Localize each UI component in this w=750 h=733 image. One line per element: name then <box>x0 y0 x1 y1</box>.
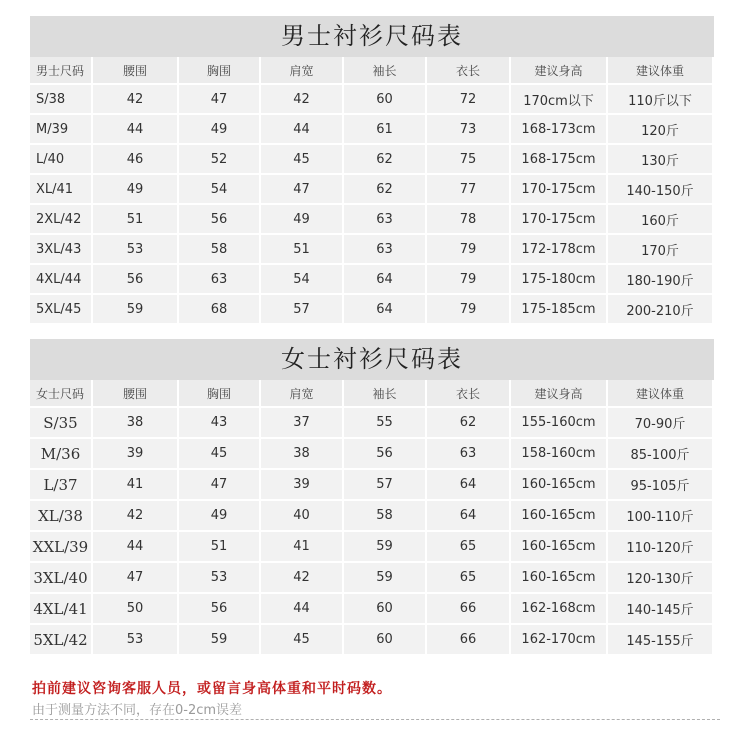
table-cell: 49 <box>261 205 344 235</box>
table-row <box>30 532 714 563</box>
table-cell: 53 <box>179 563 261 594</box>
table-cell: 170-175cm <box>511 175 608 205</box>
table-row <box>30 145 714 175</box>
men-header-row <box>30 57 714 85</box>
column-header: 腰围 <box>93 380 179 408</box>
women-table-body <box>30 408 714 656</box>
table-cell: 110斤以下 <box>608 85 714 115</box>
column-header: 建议体重 <box>608 57 714 85</box>
table-cell: 42 <box>93 85 179 115</box>
table-row <box>30 625 714 656</box>
table-row <box>30 470 714 501</box>
table-cell: 52 <box>179 145 261 175</box>
table-cell: 175-180cm <box>511 265 608 295</box>
dashed-divider <box>30 719 720 720</box>
size-cell: 5XL/45 <box>30 295 93 325</box>
table-cell: 65 <box>427 563 511 594</box>
table-cell: 42 <box>261 85 344 115</box>
table-row <box>30 85 714 115</box>
table-cell: 41 <box>93 470 179 501</box>
table-cell: 62 <box>344 175 427 205</box>
table-cell: 42 <box>93 501 179 532</box>
column-header: 胸围 <box>179 57 261 85</box>
table-cell: 54 <box>179 175 261 205</box>
women-table-title: 女士衬衫尺码表 <box>30 339 714 380</box>
table-cell: 85-100斤 <box>608 439 714 470</box>
table-cell: 44 <box>93 115 179 145</box>
table-cell: 180-190斤 <box>608 265 714 295</box>
table-cell: 58 <box>179 235 261 265</box>
table-cell: 60 <box>344 85 427 115</box>
table-cell: 47 <box>179 470 261 501</box>
size-cell: 4XL/41 <box>30 594 93 625</box>
size-cell: L/40 <box>30 145 93 175</box>
table-cell: 79 <box>427 295 511 325</box>
table-cell: 47 <box>179 85 261 115</box>
table-cell: 53 <box>93 235 179 265</box>
table-cell: 66 <box>427 594 511 625</box>
table-cell: 45 <box>261 625 344 656</box>
table-cell: 162-168cm <box>511 594 608 625</box>
size-cell: S/35 <box>30 408 93 439</box>
table-cell: 51 <box>93 205 179 235</box>
size-cell: 3XL/40 <box>30 563 93 594</box>
column-header: 袖长 <box>344 380 427 408</box>
table-cell: 160-165cm <box>511 563 608 594</box>
table-cell: 57 <box>344 470 427 501</box>
table-cell: 120斤 <box>608 115 714 145</box>
table-cell: 58 <box>344 501 427 532</box>
table-cell: 72 <box>427 85 511 115</box>
table-cell: 42 <box>261 563 344 594</box>
table-cell: 172-178cm <box>511 235 608 265</box>
table-cell: 78 <box>427 205 511 235</box>
table-row <box>30 501 714 532</box>
table-cell: 160-165cm <box>511 532 608 563</box>
table-cell: 51 <box>179 532 261 563</box>
table-cell: 70-90斤 <box>608 408 714 439</box>
table-cell: 37 <box>261 408 344 439</box>
table-cell: 140-150斤 <box>608 175 714 205</box>
table-row <box>30 408 714 439</box>
size-cell: XL/38 <box>30 501 93 532</box>
table-cell: 63 <box>344 235 427 265</box>
table-cell: 45 <box>261 145 344 175</box>
table-cell: 44 <box>93 532 179 563</box>
table-cell: 40 <box>261 501 344 532</box>
table-cell: 170斤 <box>608 235 714 265</box>
table-cell: 175-185cm <box>511 295 608 325</box>
women-header-row <box>30 380 714 408</box>
table-cell: 158-160cm <box>511 439 608 470</box>
table-cell: 49 <box>93 175 179 205</box>
table-cell: 44 <box>261 115 344 145</box>
table-cell: 68 <box>179 295 261 325</box>
table-cell: 56 <box>179 594 261 625</box>
measurement-disclaimer: 由于测量方法不同，存在0-2cm误差 <box>32 703 243 718</box>
table-cell: 64 <box>427 470 511 501</box>
column-header: 衣长 <box>427 380 511 408</box>
table-cell: 120-130斤 <box>608 563 714 594</box>
table-cell: 53 <box>93 625 179 656</box>
table-cell: 63 <box>427 439 511 470</box>
size-cell: XXL/39 <box>30 532 93 563</box>
table-cell: 145-155斤 <box>608 625 714 656</box>
table-cell: 61 <box>344 115 427 145</box>
table-cell: 65 <box>427 532 511 563</box>
size-cell: S/38 <box>30 85 93 115</box>
table-cell: 130斤 <box>608 145 714 175</box>
column-header: 建议身高 <box>511 57 608 85</box>
table-cell: 66 <box>427 625 511 656</box>
table-cell: 59 <box>179 625 261 656</box>
table-cell: 77 <box>427 175 511 205</box>
table-cell: 79 <box>427 235 511 265</box>
table-cell: 73 <box>427 115 511 145</box>
table-row <box>30 563 714 594</box>
table-cell: 47 <box>261 175 344 205</box>
table-cell: 55 <box>344 408 427 439</box>
column-header: 肩宽 <box>261 380 344 408</box>
table-cell: 38 <box>261 439 344 470</box>
table-cell: 110-120斤 <box>608 532 714 563</box>
women-size-table <box>30 339 714 656</box>
table-cell: 62 <box>344 145 427 175</box>
table-cell: 43 <box>179 408 261 439</box>
table-row <box>30 594 714 625</box>
table-row <box>30 439 714 470</box>
column-header: 腰围 <box>93 57 179 85</box>
table-cell: 38 <box>93 408 179 439</box>
table-cell: 54 <box>261 265 344 295</box>
table-cell: 47 <box>93 563 179 594</box>
column-header: 衣长 <box>427 57 511 85</box>
size-cell: 2XL/42 <box>30 205 93 235</box>
table-cell: 160-165cm <box>511 501 608 532</box>
column-header: 袖长 <box>344 57 427 85</box>
men-size-table <box>30 16 714 325</box>
column-header: 胸围 <box>179 380 261 408</box>
table-cell: 59 <box>344 563 427 594</box>
table-cell: 168-175cm <box>511 145 608 175</box>
column-header: 建议体重 <box>608 380 714 408</box>
table-cell: 63 <box>179 265 261 295</box>
size-cell: 4XL/44 <box>30 265 93 295</box>
column-header: 男士尺码 <box>30 57 93 85</box>
table-cell: 60 <box>344 594 427 625</box>
table-cell: 46 <box>93 145 179 175</box>
table-cell: 62 <box>427 408 511 439</box>
table-cell: 162-170cm <box>511 625 608 656</box>
table-cell: 79 <box>427 265 511 295</box>
table-cell: 44 <box>261 594 344 625</box>
table-cell: 56 <box>344 439 427 470</box>
table-cell: 63 <box>344 205 427 235</box>
table-cell: 64 <box>427 501 511 532</box>
table-cell: 75 <box>427 145 511 175</box>
table-cell: 56 <box>93 265 179 295</box>
table-cell: 155-160cm <box>511 408 608 439</box>
table-cell: 39 <box>93 439 179 470</box>
table-cell: 160-165cm <box>511 470 608 501</box>
size-cell: M/36 <box>30 439 93 470</box>
table-row <box>30 205 714 235</box>
table-cell: 41 <box>261 532 344 563</box>
table-cell: 100-110斤 <box>608 501 714 532</box>
table-cell: 59 <box>93 295 179 325</box>
table-row <box>30 115 714 145</box>
table-row <box>30 235 714 265</box>
table-row <box>30 295 714 325</box>
table-cell: 168-173cm <box>511 115 608 145</box>
table-cell: 50 <box>93 594 179 625</box>
size-cell: M/39 <box>30 115 93 145</box>
table-cell: 64 <box>344 265 427 295</box>
table-cell: 140-145斤 <box>608 594 714 625</box>
column-header: 建议身高 <box>511 380 608 408</box>
size-cell: 5XL/42 <box>30 625 93 656</box>
table-row <box>30 175 714 205</box>
column-header: 肩宽 <box>261 57 344 85</box>
table-row <box>30 265 714 295</box>
table-cell: 59 <box>344 532 427 563</box>
men-table-title: 男士衬衫尺码表 <box>30 16 714 57</box>
table-cell: 60 <box>344 625 427 656</box>
table-cell: 160斤 <box>608 205 714 235</box>
table-cell: 39 <box>261 470 344 501</box>
size-cell: 3XL/43 <box>30 235 93 265</box>
contact-note: 拍前建议咨询客服人员，或留言身高体重和平时码数。 <box>32 681 392 697</box>
table-cell: 64 <box>344 295 427 325</box>
table-cell: 200-210斤 <box>608 295 714 325</box>
table-cell: 57 <box>261 295 344 325</box>
table-cell: 95-105斤 <box>608 470 714 501</box>
size-cell: L/37 <box>30 470 93 501</box>
table-cell: 45 <box>179 439 261 470</box>
table-cell: 51 <box>261 235 344 265</box>
column-header: 女士尺码 <box>30 380 93 408</box>
table-cell: 49 <box>179 115 261 145</box>
table-cell: 170cm以下 <box>511 85 608 115</box>
table-cell: 170-175cm <box>511 205 608 235</box>
size-cell: XL/41 <box>30 175 93 205</box>
table-cell: 56 <box>179 205 261 235</box>
men-table-body <box>30 85 714 325</box>
table-cell: 49 <box>179 501 261 532</box>
